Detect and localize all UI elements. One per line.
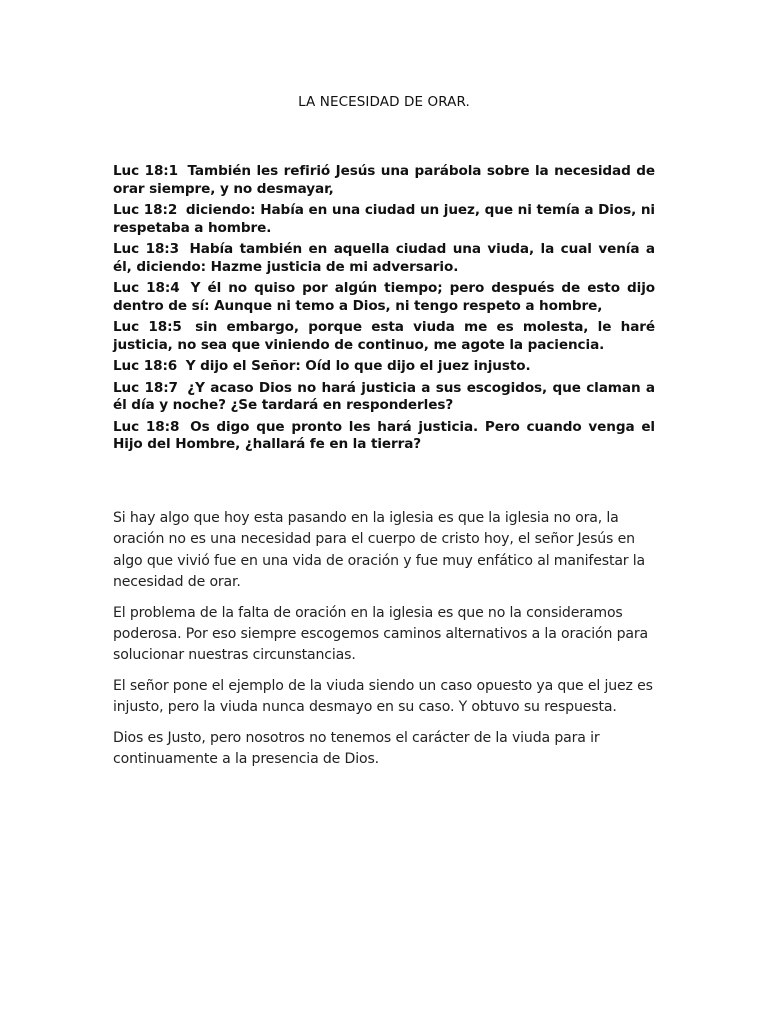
verse-text: diciendo: Había en una ciudad un juez, que ni temía a Dios, ni respetaba a hombre. — [113, 202, 655, 236]
verse-text: Había también en aquella ciudad una viuda, la cual venía a él, diciendo: Hazme justicia de mi adversario. — [113, 241, 655, 275]
verse-text: También les refirió Jesús una parábola sobre la necesidad de orar siempre, y no desmayar, — [113, 163, 655, 197]
verse-item — [113, 419, 655, 454]
body-paragraph: El señor pone el ejemplo de la viuda siendo un caso opuesto ya que el juez es injusto, pero la viuda nunca desmayo en su caso. Y obtuvo su respuesta. — [113, 677, 653, 716]
verse-item — [113, 202, 655, 237]
verse-text: sin embargo, porque esta viuda me es molesta, le haré justicia, no sea que viniendo de continuo, me agote la paciencia. — [113, 319, 655, 353]
verse-reference: Luc 18:5 — [113, 319, 182, 335]
verse-reference: Luc 18:6 — [113, 358, 178, 374]
verse-reference: Luc 18:7 — [113, 379, 178, 396]
verse-reference: Luc 18:1 — [113, 163, 179, 179]
document-title: LA NECESIDAD DE ORAR. — [298, 94, 470, 110]
verse-text: ¿Y acaso Dios no hará justicia a sus escogidos, que claman a él día y noche? ¿Se tardará en responderles? — [113, 379, 655, 413]
verse-text: Y él no quiso por algún tiempo; pero después de esto dijo dentro de sí: Aunque ni temo a Dios, ni tengo respeto a hombre, — [113, 280, 655, 314]
verse-text: Y dijo el Señor: Oíd lo que dijo el juez injusto. — [185, 358, 531, 374]
verse-list — [113, 163, 655, 458]
verse-item — [113, 380, 655, 415]
verse-reference: Luc 18:2 — [113, 202, 178, 218]
body-text — [113, 508, 658, 779]
verse-item — [113, 241, 655, 276]
verse-item — [113, 280, 655, 315]
verse-item — [113, 319, 655, 354]
verse-item — [113, 358, 655, 376]
body-paragraph: El problema de la falta de oración en la iglesia es que no la consideramos poderosa. Por eso siempre escogemos caminos alternativos a la oración para solucionar nuestras circunstancias. — [113, 604, 648, 664]
body-paragraph: Dios es Justo, pero nosotros no tenemos el carácter de la viuda para ir continuamente a la presencia de Dios. — [113, 729, 600, 768]
verse-reference: Luc 18:3 — [113, 241, 179, 257]
verse-text: Os digo que pronto les hará justicia. Pero cuando venga el Hijo del Hombre, ¿hallará fe en la tierra? — [113, 418, 655, 452]
verse-reference: Luc 18:4 — [113, 280, 180, 296]
verse-reference: Luc 18:8 — [113, 418, 180, 435]
verse-item — [113, 163, 655, 198]
body-paragraph: Si hay algo que hoy esta pasando en la iglesia es que la iglesia no ora, la oración no es una necesidad para el cuerpo de cristo hoy, el señor Jesús en algo que vivió fue en una vida de oración y fue muy enfático al manifestar la necesidad de orar. — [113, 510, 646, 591]
